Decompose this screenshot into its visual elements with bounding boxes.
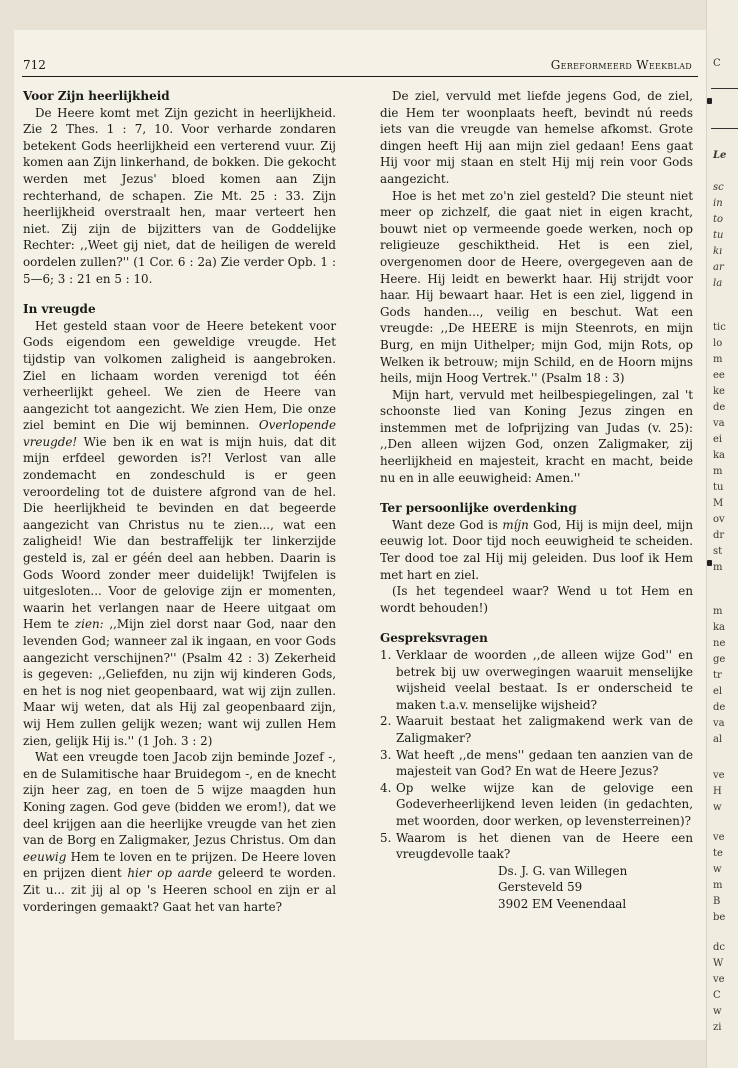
edge-text: st: [713, 546, 723, 557]
edge-text: ge: [713, 654, 726, 665]
paragraph: Want deze God is míjn God, Hij is mijn deel, mijn eeuwig lot. Door tijd noch eeuwigheid te scheiden. Ter dood toe zal Hij mij geleiden. Dus loof ik Hem met hart en ziel.: [380, 517, 693, 582]
binding-mark-icon: [707, 98, 712, 104]
edge-text: ve: [713, 770, 725, 781]
author-city: 3902 EM Veenendaal: [498, 896, 627, 911]
edge-text: be: [713, 912, 726, 923]
section-heading: Gespreksvragen: [380, 631, 488, 646]
edge-text: lo: [713, 338, 723, 349]
author-signature: [380, 863, 693, 913]
edge-text: C: [713, 58, 721, 69]
section-heading: Ter persoonlijke overdenking: [380, 501, 577, 516]
edge-text: Le: [713, 150, 727, 161]
adjacent-page-edge: [706, 0, 738, 1068]
edge-rule: [711, 88, 738, 89]
edge-text: tu: [713, 482, 724, 493]
edge-text: de: [713, 702, 726, 713]
edge-text: de: [713, 402, 726, 413]
paragraph: Wat een vreugde toen Jacob zijn beminde Jozef -, en de Sulamitische haar Bruidegom -, en de knecht zijn heer zag, en toen de 5 wijze maagden hun Koning zagen. God geve (bidden we erom!), dat we deel krijgen aan die heerlijke vreugde van het zien van de Borg en Zaligmaker, Jezus Christus. Om dan eeuwig Hem te loven en te prijzen. De Heere loven en prijzen dient hier op aarde geleerd te worden. Zit u... zit jij al op 's Heeren school en zijn er al vorderingen gemaakt? Gaat het van harte?: [23, 750, 336, 914]
edge-text: al: [713, 734, 723, 745]
edge-text: ka: [713, 450, 726, 461]
edge-text: te: [713, 848, 723, 859]
page-number: 712: [23, 58, 46, 72]
edge-text: m: [713, 880, 723, 891]
edge-text: dr: [713, 530, 725, 541]
binding-mark-icon: [707, 560, 712, 566]
edge-text: ve: [713, 832, 725, 843]
edge-text: w: [713, 864, 722, 875]
edge-text: ar: [713, 262, 724, 273]
edge-text: kı: [713, 246, 723, 257]
edge-text: ov: [713, 514, 725, 525]
edge-text: zi: [713, 1022, 722, 1033]
author-street: Gersteveld 59: [498, 880, 583, 895]
running-title: Gereformeerd Weekblad: [550, 58, 692, 72]
edge-text: C: [713, 990, 721, 1001]
list-item: 1. Verklaar de woorden ,,de alleen wijze God'' en betrek bij uw overwegingen waaruit menselijke wijsheid veelal bestaat. Is er onderscheid te maken t.a.v. menselijke wijsheid?: [380, 648, 693, 712]
edge-text: va: [713, 718, 725, 729]
right-column: [380, 88, 693, 913]
edge-text: m: [713, 562, 723, 573]
left-column: [23, 88, 336, 915]
paragraph: De Heere komt met Zijn gezicht in heerlijkheid. Zie 2 Thes. 1 : 7, 10. Voor verharde zondaren betekent Gods heerlijkheid een verterend vuur. Zij komen aan Zijn linkerhand, de bokken. Die gekocht werden met Jezus' bloed komen aan Zijn rechterhand, de schapen. Zie Mt. 25 : 33. Zijn heerlijkheid overstraalt hen, maar verteert hen niet. Zij zijn de bijzitters van de Goddelijke Rechter: ,,Weet gij niet, dat de heiligen de wereld oordelen zullen?'' (1 Cor. 6 : 2a) Zie verder Opb. 1 : 5—6; 3 : 21 en 5 : 10.: [23, 105, 336, 286]
edge-text: tic: [713, 322, 726, 333]
paragraph: Mijn hart, vervuld met heilbespiegelingen, zal 't schoonste lied van Koning Jezus zingen en instemmen met de lofprijzing van Judas (v. 25): ,,Den alleen wijzen God, onzen Zaligmaker, zij heerlijkheid en majesteit, kracht en macht, beide nu en in alle eeuwigheid: Amen.'': [380, 387, 693, 485]
edge-text: ee: [713, 370, 725, 381]
edge-text: el: [713, 686, 723, 697]
edge-text: w: [713, 1006, 722, 1017]
section-heading: Voor Zijn heerlijkheid: [23, 89, 170, 103]
edge-text: tr: [713, 670, 722, 681]
edge-text: w: [713, 802, 722, 813]
edge-text: B: [713, 896, 721, 907]
edge-text: la: [713, 278, 723, 289]
author-name: Ds. J. G. van Willegen: [498, 863, 628, 878]
edge-text: sc: [713, 182, 724, 193]
edge-text: dc: [713, 942, 726, 953]
edge-text: to: [713, 214, 724, 225]
edge-text: tu: [713, 230, 724, 241]
edge-text: ke: [713, 386, 725, 397]
edge-text: W: [713, 958, 724, 969]
edge-text: m: [713, 606, 723, 617]
header-rule: [22, 76, 698, 77]
edge-text: m: [713, 466, 723, 477]
paragraph: (Is het tegendeel waar? Wend u tot Hem en wordt behouden!): [380, 584, 693, 615]
edge-text: m: [713, 354, 723, 365]
edge-text: in: [713, 198, 723, 209]
edge-text: ei: [713, 434, 723, 445]
section-heading: In vreugde: [23, 302, 96, 317]
list-item: 3. Wat heeft ,,de mens'' gedaan ten aanzien van de majesteit van God? En wat de Heere Jezus?: [380, 747, 693, 779]
list-item: 5. Waarom is het dienen van de Heere een vreugdevolle taak?: [380, 830, 693, 862]
paragraph: Hoe is het met zo'n ziel gesteld? Die steunt niet meer op zichzelf, die gaat niet in eigen kracht, bouwt niet op vermeende goede werken, noch op religieuze geschiktheid. Het is een ziel, overgenomen door de Heere, overgegeven aan de Heere. Hij leidt en bewerkt haar. Hij strijdt voor haar. Hij bewaart haar. Het is een ziel, liggend in Gods handen..., veilig en beschut. Wat een vreugde: ,,De HEERE is mijn Steenrots, en mijn Burg, en mijn Uithelper; mijn God, mijn Rots, op Welken ik betrouw; mijn Schild, en de Hoorn mijns heils, mijn Hoog Vertrek.'' (Psalm 18 : 3): [380, 188, 693, 386]
edge-text: H: [713, 786, 722, 797]
edge-text: M: [713, 498, 724, 509]
edge-text: va: [713, 418, 725, 429]
list-item: 4. Op welke wijze kan de gelovige een Godeverheerlijkend leven leiden (in gedachten, met woorden, door werken, op levensterreinen)?: [380, 780, 693, 828]
edge-rule: [711, 128, 738, 129]
edge-text: ne: [713, 638, 726, 649]
edge-text: ka: [713, 622, 726, 633]
question-list: [380, 647, 693, 863]
edge-text: ve: [713, 974, 725, 985]
list-item: 2. Waaruit bestaat het zaligmakend werk van de Zaligmaker?: [380, 714, 693, 745]
paragraph: Het gesteld staan voor de Heere betekent voor Gods eigendom een geweldige vreugde. Het tijdstip van volkomen zaligheid is aangebroken. Ziel en lichaam worden verenigd tot één verheerlijkt geheel. We zien de Heere van aangezicht tot aangezicht. We zien Hem, Die onze ziel bemint en Die wij beminnen. Overlopende vreugde! Wie ben ik en wat is mijn huis, dat dit mijn erfdeel geworden is?! Verlost van alle zondemacht en zondeschuld is er geen veroordeling tot de duistere afgrond van de hel. Die heerlijkheid te bevinden en dat begeerde aangezicht van Christus nu te zien..., wat een zaligheid! Wie dan bestraffelijk ter linkerzijde gesteld is, zal er géén deel aan hebben. Daarin is Gods Woord zonder meer duidelijk! Twijfelen is uitgesloten... Voor de gelovige zijn er momenten, waarin het verlangen naar de Heere uitgaat om Hem te zien: ,,Mijn ziel dorst naar God, naar den levenden God; wanneer zal ik ingaan, en voor Gods aangezicht verschijnen?'' (Psalm 42 : 3) Zekerheid is gegeven: ,,Geliefden, nu zijn wij kinderen Gods, en het is nog niet geopenbaard, wat wij zijn zullen. Maar wij weten, dat als Hij zal geopenbaard zijn, wij Hem zullen gelijk wezen; want wij zullen Hem zien, gelijk Hij is.'' (1 Joh. 3 : 2): [23, 318, 336, 748]
paragraph: De ziel, vervuld met liefde jegens God, de ziel, die Hem ter woonplaats heeft, bevindt nú reeds iets van die vreugde van hemelse afkomst. Grote dingen heeft Hij aan mijn ziel gedaan! Eens gaat Hij voor mij staan en stelt Hij mij rein voor Gods aangezicht.: [380, 89, 693, 186]
